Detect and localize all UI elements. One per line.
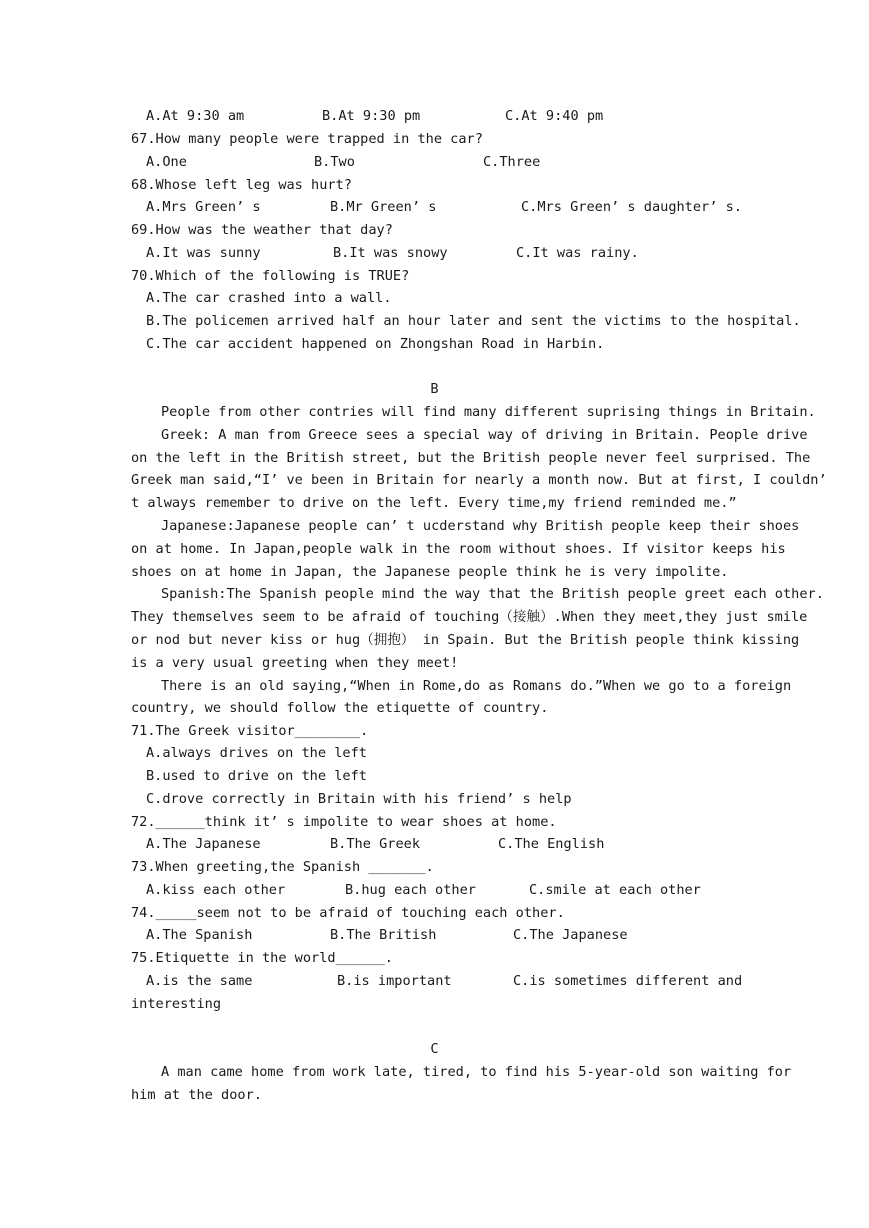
passage-line: Greek man said,“I’ ve been in Britain for nearly a month now. But at first, I couldn’ (131, 472, 827, 488)
option-c: C.The Japanese (513, 927, 628, 943)
option-b: B.At 9:30 pm (322, 108, 421, 124)
question-74-stem: 74._____seem not to be afraid of touching each other. (131, 905, 565, 921)
question-71-stem: 71.The Greek visitor________. (131, 723, 369, 739)
option-c: C.It was rainy. (516, 245, 639, 261)
option-a: A.One (146, 154, 187, 170)
option-c: C.The car accident happened on Zhongshan Road in Harbin. (146, 336, 605, 352)
option-b: B.The British (330, 927, 437, 943)
section-b-heading: B (430, 381, 439, 397)
passage-line: him at the door. (131, 1087, 262, 1103)
option-a: A.Mrs Green’ s (146, 199, 261, 215)
option-c: C.Three (483, 154, 541, 170)
option-a: A.The Japanese (146, 836, 261, 852)
section-c-heading: C (430, 1041, 439, 1057)
option-a: A.The car crashed into a wall. (146, 290, 392, 306)
option-c: C.smile at each other (529, 882, 701, 898)
option-a: A.At 9:30 am (146, 108, 245, 124)
option-a: A.The Spanish (146, 927, 253, 943)
option-c: C.is sometimes different and (513, 973, 743, 989)
passage-line: on at home. In Japan,people walk in the room without shoes. If visitor keeps his (131, 541, 786, 557)
option-a: A.It was sunny (146, 245, 261, 261)
passage-line: shoes on at home in Japan, the Japanese people think he is very impolite. (131, 564, 729, 580)
option-c: C.The English (498, 836, 605, 852)
question-73-stem: 73.When greeting,the Spanish _______. (131, 859, 434, 875)
passage-line: There is an old saying,“When in Rome,do as Romans do.”When we go to a foreign (161, 678, 792, 694)
passage-line: country, we should follow the etiquette of country. (131, 700, 549, 716)
option-b: B.used to drive on the left (146, 768, 367, 784)
question-67-stem: 67.How many people were trapped in the car? (131, 131, 483, 147)
option-c: C.At 9:40 pm (505, 108, 604, 124)
question-75-stem: 75.Etiquette in the world______. (131, 950, 393, 966)
passage-line: Spanish:The Spanish people mind the way that the British people greet each other. (161, 586, 824, 602)
option-a: A.kiss each other (146, 882, 286, 898)
option-a: A.always drives on the left (146, 745, 367, 761)
passage-line: A man came home from work late, tired, to find his 5-year-old son waiting for (161, 1064, 792, 1080)
passage-line: People from other contries will find many different suprising things in Britain. (161, 404, 816, 420)
question-72-stem: 72.______think it’ s impolite to wear shoes at home. (131, 814, 557, 830)
question-70-stem: 70.Which of the following is TRUE? (131, 268, 410, 284)
option-b: B.It was snowy (333, 245, 448, 261)
passage-line: t always remember to drive on the left. Every time,my friend reminded me.” (131, 495, 737, 511)
option-b: B.is important (337, 973, 452, 989)
passage-line: or nod but never kiss or hug（拥抱） in Spain. But the British people think kissing (131, 632, 800, 648)
option-c: C.drove correctly in Britain with his friend’ s help (146, 791, 572, 807)
passage-line: They themselves seem to be afraid of touching（接触）.When they meet,they just smile (131, 609, 808, 625)
option-b: B.The policemen arrived half an hour later and sent the victims to the hospital. (146, 313, 801, 329)
passage-line: is a very usual greeting when they meet! (131, 655, 459, 671)
question-68-stem: 68.Whose left leg was hurt? (131, 177, 352, 193)
passage-line: Greek: A man from Greece sees a special way of driving in Britain. People drive (161, 427, 808, 443)
option-a: A.is the same (146, 973, 253, 989)
option-b: B.hug each other (345, 882, 476, 898)
option-b: B.Mr Green’ s (330, 199, 437, 215)
passage-line: Japanese:Japanese people can’ t ucderstand why British people keep their shoes (161, 518, 800, 534)
passage-line: on the left in the British street, but the British people never feel surprised. The (131, 450, 811, 466)
option-b: B.The Greek (330, 836, 421, 852)
question-69-stem: 69.How was the weather that day? (131, 222, 393, 238)
option-b: B.Two (314, 154, 355, 170)
option-c: C.Mrs Green’ s daughter’ s. (521, 199, 742, 215)
option-c-continued: interesting (131, 996, 222, 1012)
